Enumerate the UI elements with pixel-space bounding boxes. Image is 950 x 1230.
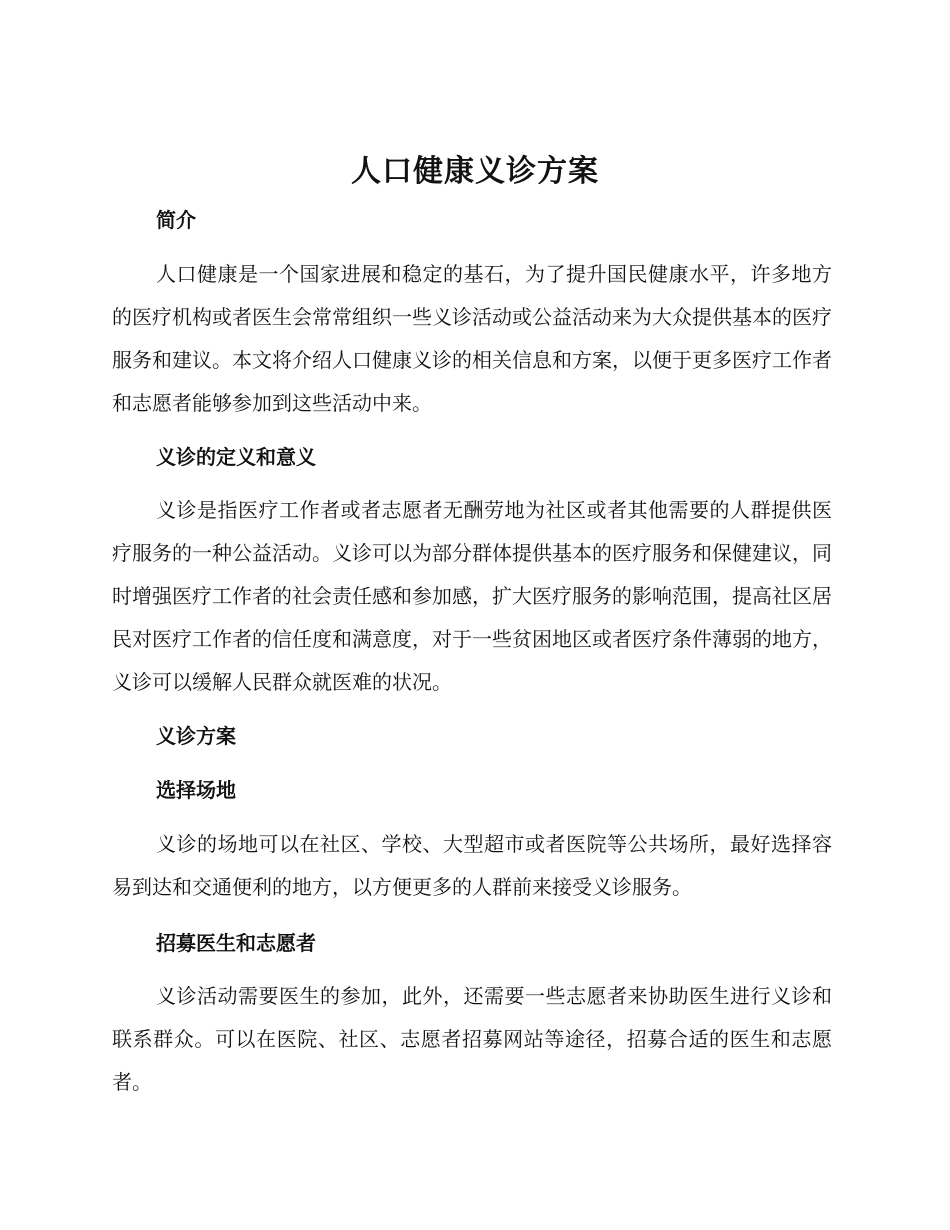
section-paragraph-recruit: 义诊活动需要医生的参加，此外，还需要一些志愿者来协助医生进行义诊和联系群众。可以在医院、社区、志愿者招募网站等途径，招募合适的医生和志愿者。	[112, 984, 832, 1094]
document-title: 人口健康义诊方案	[351, 154, 599, 189]
section-heading-definition: 义诊的定义和意义	[156, 445, 316, 469]
section-paragraph-definition: 义诊是指医疗工作者或者志愿者无酬劳地为社区或者其他需要的人群提供医疗服务的一种公益活动。义诊可以为部分群体提供基本的医疗服务和保健建议，同时增强医疗工作者的社会责任感和参加感，扩大医疗服务的影响范围，提高社区居民对医疗工作者的信任度和满意度，对于一些贫困地区或者医疗条件薄弱的地方，义诊可以缓解人民群众就医难的状况。	[112, 498, 832, 694]
section-heading-intro: 简介	[156, 208, 196, 232]
section-paragraph-venue: 义诊的场地可以在社区、学校、大型超市或者医院等公共场所，最好选择容易到达和交通便利的地方，以方便更多的人群前来接受义诊服务。	[112, 832, 832, 899]
section-heading-recruit: 招募医生和志愿者	[156, 931, 316, 955]
section-paragraph-intro: 人口健康是一个国家进展和稳定的基石，为了提升国民健康水平，许多地方的医疗机构或者医生会常常组织一些义诊活动或公益活动来为大众提供基本的医疗服务和建议。本文将介绍人口健康义诊的相关信息和方案，以便于更多医疗工作者和志愿者能够参加到这些活动中来。	[112, 262, 832, 415]
section-heading-venue: 选择场地	[156, 778, 236, 802]
section-heading-plan: 义诊方案	[156, 724, 236, 748]
